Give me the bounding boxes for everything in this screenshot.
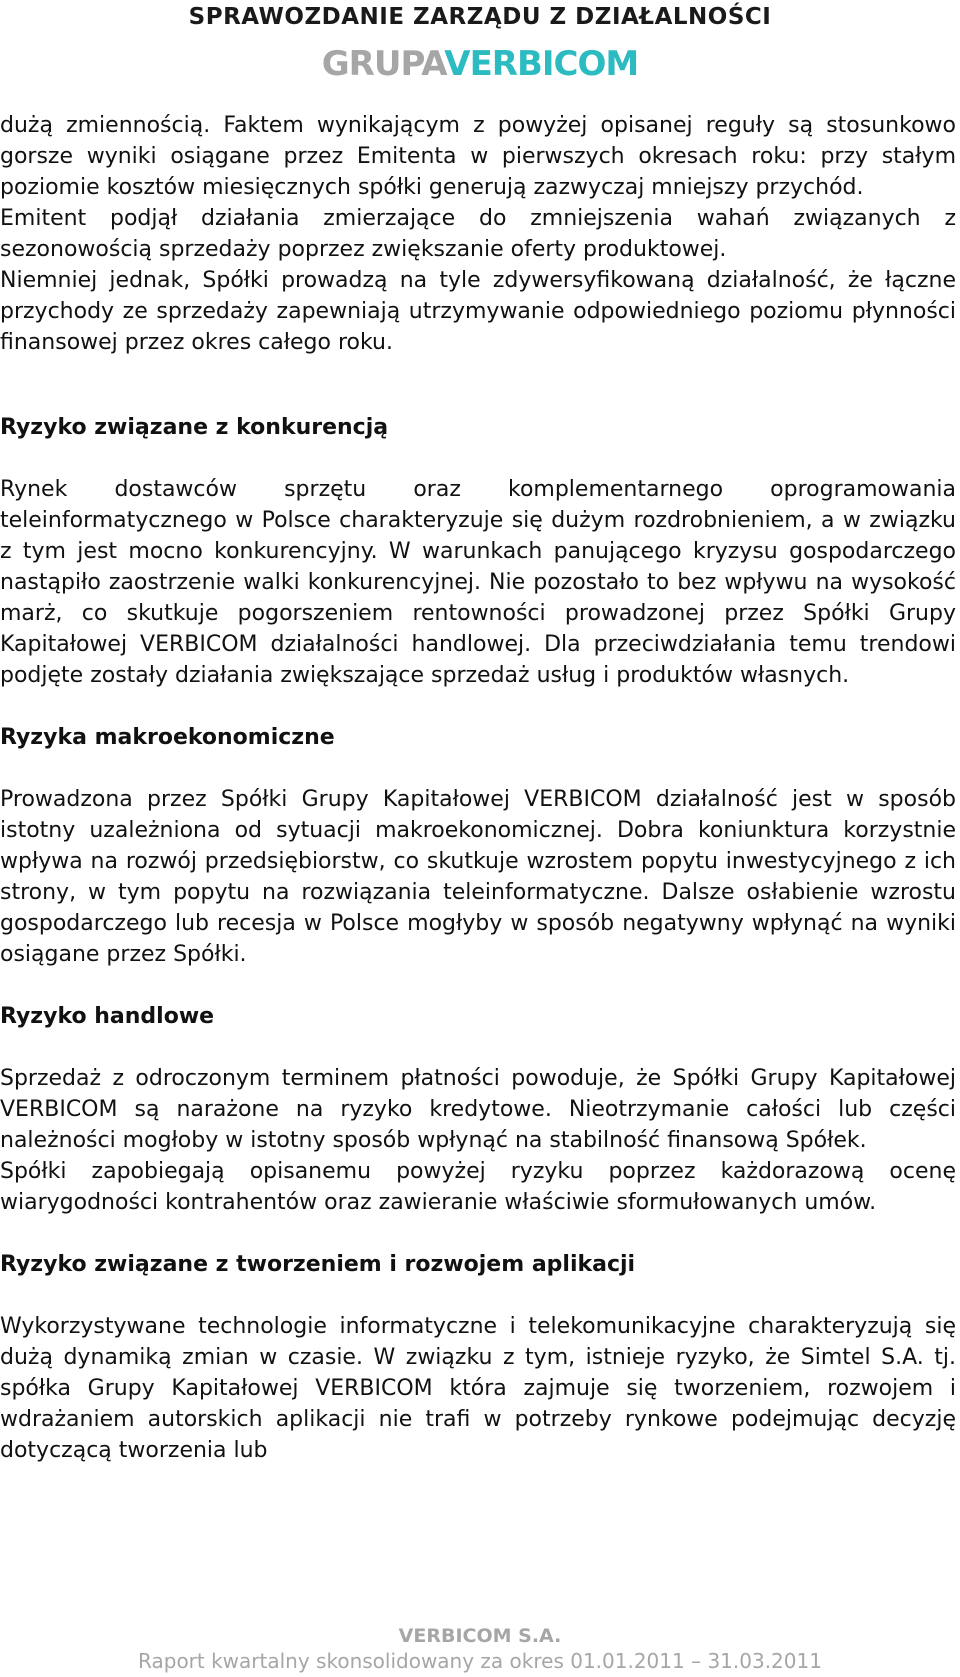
section-heading-competition: Ryzyko związane z konkurencją	[0, 415, 389, 440]
paragraph: Sprzedaż z odroczonym terminem płatności powoduje, że Spółki Grupy Kapitałowej VERBICOM są narażone na ryzyko kredytowe. Nieotrzymanie całości lub części należności mogłoby w istotny sposób wpłynąć na stabilność finansową Spółek.	[0, 1066, 956, 1153]
section-heading-trade-risk: Ryzyko handlowe	[0, 1004, 215, 1029]
section-heading-macroeconomic: Ryzyka makroekonomiczne	[0, 725, 335, 750]
page-header-title: SPRAWOZDANIE ZARZĄDU Z DZIAŁALNOŚCI	[188, 4, 772, 30]
grupa-verbicom-logo	[0, 44, 960, 84]
paragraph: Prowadzona przez Spółki Grupy Kapitałowej VERBICOM działalność jest w sposób istotny uzależniona od sytuacji makroekonomicznej. Dobra koniunktura korzystnie wpływa na rozwój przedsiębiorstw, co skutkuje wzrostem popytu inwestycyjnego z ich strony, w tym popytu na rozwiązania teleinformatyczne. Dalsze osłabienie wzrostu gospodarczego lub recesja w Polsce mogłyby w sposób negatywny wpłynąć na wyniki osiągane przez Spółki.	[0, 787, 956, 967]
paragraph: Spółki zapobiegają opisanemu powyżej ryzyku poprzez każdorazową ocenę wiarygodności kontrahentów oraz zawieranie właściwie sformułowanych umów.	[0, 1159, 956, 1215]
footer-brand: VERBICOM S.A.	[398, 1625, 562, 1647]
paragraph: Rynek dostawców sprzętu oraz komplementarnego oprogramowania teleinformatycznego w Polsce charakteryzuje się dużym rozdrobnieniem, a w związku z tym jest mocno konkurencyjny. W warunkach panującego kryzysu gospodarczego nastąpiło zaostrzenie walki konkurencyjnej. Nie pozostało to bez wpływu na wysokość marż, co skutkuje pogorszeniem rentowności prowadzonej przez Spółki Grupy Kapitałowej VERBICOM działalności handlowej. Dla przeciwdziałania temu trendowi podjęte zostały działania zwiększające sprzedaż usług i produktów własnych.	[0, 477, 956, 688]
section-heading-application-risk: Ryzyko związane z tworzeniem i rozwojem aplikacji	[0, 1252, 636, 1277]
paragraph: dużą zmiennością. Faktem wynikającym z powyżej opisanej reguły są stosunkowo gorsze wyniki osiągane przez Emitenta w pierwszych okresach roku: przy stałym poziomie kosztów miesięcznych spółki generują zazwyczaj mniejszy przychód.	[0, 113, 956, 200]
footer-report-period: Raport kwartalny skonsolidowany za okres 01.01.2011 – 31.03.2011	[138, 1649, 822, 1673]
paragraph: Emitent podjął działania zmierzające do zmniejszenia wahań związanych z sezonowością sprzedaży poprzez zwiększanie oferty produktowej.	[0, 206, 956, 262]
logo-text-grupa: GRUPA	[321, 44, 445, 84]
logo-text-verbicom: VERBICOM	[444, 44, 639, 84]
paragraph: Niemniej jednak, Spółki prowadzą na tyle zdywersyfikowaną działalność, że łączne przychody ze sprzedaży zapewniają utrzymywanie odpowiedniego poziomu płynności finansowej przez okres całego roku.	[0, 268, 956, 355]
document-body	[0, 110, 956, 1466]
paragraph: Wykorzystywane technologie informatyczne i telekomunikacyjne charakteryzują się dużą dynamiką zmian w czasie. W związku z tym, istnieje ryzyko, że Simtel S.A. tj. spółka Grupy Kapitałowej VERBICOM która zajmuje się tworzeniem, rozwojem i wdrażaniem autorskich aplikacji nie trafi w potrzeby rynkowe podejmując decyzję dotyczącą tworzenia lub	[0, 1314, 956, 1463]
